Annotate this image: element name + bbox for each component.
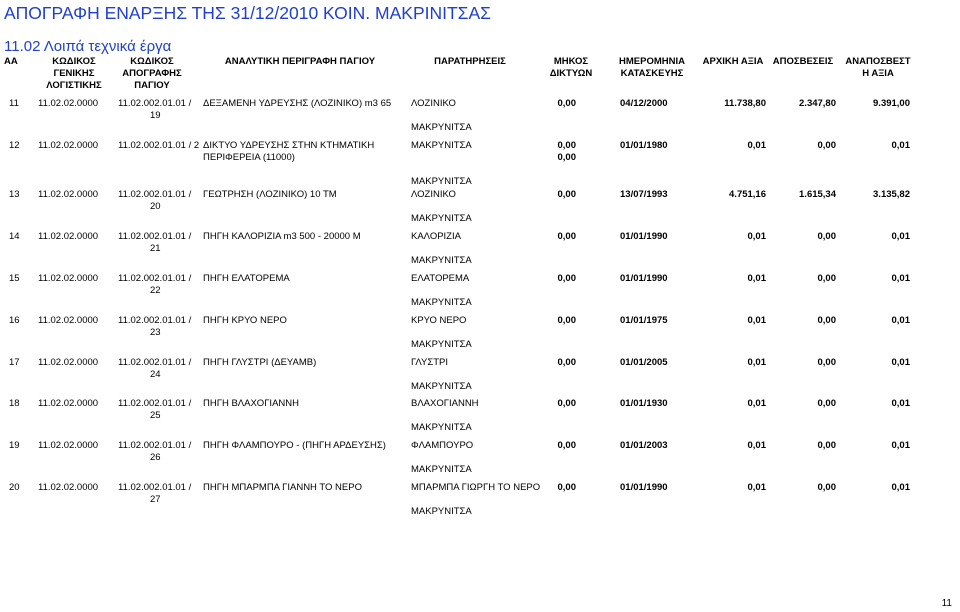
cell-kodikos-apografis: 11.02.002.01.01 / 27 [118,482,192,505]
cell-kodikos-apografis: 11.02.002.01.01 / 23 [118,315,192,338]
page-title: ΑΠΟΓΡΑΦΗ ΕΝΑΡΞΗΣ ΤΗΣ 31/12/2010 ΚΟΙΝ. ΜΑΚΡΙΝΙΤΣΑΣ [4,3,491,23]
cell-perigrafi: ΠΗΓΗ ΚΡΥΟ ΝΕΡΟ [203,315,287,326]
header-anaposbesti: ΑΝΑΠΟΣΒΕΣΤ Η ΑΞΙΑ [845,56,911,79]
cell-mikos: 0,00 [557,440,576,451]
cell-imerominia: 13/07/1993 [620,189,668,200]
cell-anaposbesti: 0,01 [891,440,910,451]
cell-perigrafi: ΠΗΓΗ ΜΠΑΡΜΠΑ ΓΙΑΝΝΗ ΤΟ ΝΕΡΟ [203,482,362,493]
header-paratiriseis: ΠΑΡΑΤΗΡΗΣΕΙΣ [434,56,506,67]
cell-perigrafi: ΠΗΓΗ ΚΑΛΟΡΙΖΙΑ m3 500 - 20000 Μ [203,231,361,242]
cell-imerominia: 01/01/2005 [620,357,668,368]
cell-anaposbesti: 0,01 [891,140,910,151]
table-row [0,98,960,140]
cell-mikos: 0,00 [557,315,576,326]
cell-arxiki-axia: 0,01 [747,315,766,326]
cell-arxiki-axia: 0,01 [747,357,766,368]
cell-kodikos-genikis: 11.02.02.0000 [38,231,99,242]
header-aposbeseis: ΑΠΟΣΒΕΣΕΙΣ [772,56,834,67]
cell-mikos: 0,00 [557,482,576,493]
cell-imerominia: 01/01/1975 [620,315,668,326]
cell-paratiriseis: ΕΛΑΤΟΡΕΜΑ ΜΑΚΡΥΝΙΤΣΑ [411,273,472,308]
cell-imerominia: 01/01/1990 [620,482,668,493]
cell-anaposbesti: 0,01 [891,398,910,409]
cell-aa: 14 [9,231,20,242]
cell-perigrafi: ΠΗΓΗ ΒΛΑΧΟΓΙΑΝΝΗ [203,398,299,409]
cell-aposbeseis: 2.347,80 [799,98,836,109]
cell-imerominia: 01/01/1930 [620,398,668,409]
cell-kodikos-genikis: 11.02.02.0000 [38,140,99,151]
cell-kodikos-genikis: 11.02.02.0000 [38,440,99,451]
cell-perigrafi: ΠΗΓΗ ΦΛΑΜΠΟΥΡΟ - (ΠΗΓΗ ΑΡΔΕΥΣΗΣ) [203,440,386,451]
cell-anaposbesti: 0,01 [891,231,910,242]
cell-imerominia: 01/01/1980 [620,140,668,151]
cell-arxiki-axia: 0,01 [747,273,766,284]
cell-mikos: 0,00 [557,357,576,368]
cell-aposbeseis: 0,00 [817,315,836,326]
page-number: 11 [941,598,952,609]
table-row [0,398,960,440]
cell-kodikos-genikis: 11.02.02.0000 [38,482,99,493]
cell-aposbeseis: 0,00 [817,231,836,242]
cell-paratiriseis: ΚΑΛΟΡΙΖΙΑ ΜΑΚΡΥΝΙΤΣΑ [411,231,472,266]
cell-aa: 16 [9,315,20,326]
cell-arxiki-axia: 0,01 [747,398,766,409]
table-row [0,231,960,273]
cell-arxiki-axia: 0,01 [747,140,766,151]
cell-anaposbesti: 3.135,82 [873,189,910,200]
table-row [0,189,960,231]
cell-aposbeseis: 0,00 [817,273,836,284]
cell-kodikos-apografis: 11.02.002.01.01 / 24 [118,357,192,380]
cell-arxiki-axia: 4.751,16 [729,189,766,200]
cell-mikos: 0,00 [557,398,576,409]
cell-aa: 12 [9,140,20,151]
cell-imerominia: 01/01/1990 [620,231,668,242]
cell-aposbeseis: 0,00 [817,398,836,409]
cell-aa: 13 [9,189,20,200]
cell-perigrafi: ΓΕΩΤΡΗΣΗ (ΛΟΖΙΝΙΚΟ) 10 ΤΜ [203,189,337,200]
header-kodikos-apografis: ΚΩΔΙΚΟΣ ΑΠΟΓΡΑΦΗΣ ΠΑΓΙΟΥ [122,56,182,91]
cell-perigrafi: ΠΗΓΗ ΕΛΑΤΟΡΕΜΑ [203,273,290,284]
cell-imerominia: 01/01/2003 [620,440,668,451]
table-row [0,273,960,315]
cell-aa: 11 [9,98,19,109]
cell-perigrafi: ΔΕΞΑΜΕΝΗ ΥΔΡΕΥΣΗΣ (ΛΟΖΙΝΙΚΟ) m3 65 [203,98,392,109]
cell-mikos: 0,00 [557,98,576,109]
cell-paratiriseis: ΛΟΖΙΝΙΚΟ ΜΑΚΡΥΝΙΤΣΑ [411,98,472,133]
cell-anaposbesti: 0,01 [891,315,910,326]
cell-kodikos-apografis: 11.02.002.01.01 / 20 [118,189,192,212]
cell-kodikos-apografis: 11.02.002.01.01 / 21 [118,231,192,254]
cell-paratiriseis: ΚΡΥΟ ΝΕΡΟ ΜΑΚΡΥΝΙΤΣΑ [411,315,472,350]
cell-kodikos-apografis: 11.02.002.01.01 / 25 [118,398,192,421]
section-title: 11.02 Λοιπά τεχνικά έργα [4,38,172,55]
cell-mikos: 0,00 0,00 [557,140,576,163]
table-row [0,315,960,357]
cell-kodikos-apografis: 11.02.002.01.01 / 19 [118,98,192,121]
header-imerominia: ΗΜΕΡΟΜΗΝΙΑ ΚΑΤΑΣΚΕΥΗΣ [619,56,685,79]
cell-arxiki-axia: 11.738,80 [724,98,766,109]
cell-perigrafi: ΔΙΚΤΥΟ ΥΔΡΕΥΣΗΣ ΣΤΗΝ ΚΤΗΜΑΤΙΚΗ ΠΕΡΙΦΕΡΕΙΑ (11000) [203,140,375,163]
cell-kodikos-apografis: 11.02.002.01.01 / 2 [118,140,200,151]
cell-kodikos-apografis: 11.02.002.01.01 / 26 [118,440,192,463]
cell-arxiki-axia: 0,01 [747,440,766,451]
cell-mikos: 0,00 [557,231,576,242]
header-kodikos-genikis: ΚΩΔΙΚΟΣ ΓΕΝΙΚΗΣ ΛΟΓΙΣΤΙΚΗΣ [46,56,102,91]
header-aa: ΑΑ [4,56,18,67]
cell-mikos: 0,00 [557,189,576,200]
cell-anaposbesti: 0,01 [891,482,910,493]
cell-kodikos-genikis: 11.02.02.0000 [38,189,99,200]
cell-aa: 15 [9,273,20,284]
cell-anaposbesti: 0,01 [891,357,910,368]
cell-mikos: 0,00 [557,273,576,284]
cell-paratiriseis: ΦΛΑΜΠΟΥΡΟ ΜΑΚΡΥΝΙΤΣΑ [411,440,474,475]
cell-anaposbesti: 0,01 [891,273,910,284]
table-row [0,357,960,399]
table-row [0,140,960,187]
cell-aposbeseis: 0,00 [817,440,836,451]
header-arxiki-axia: ΑΡΧΙΚΗ ΑΞΙΑ [702,56,764,67]
cell-aa: 18 [9,398,20,409]
cell-kodikos-genikis: 11.02.02.0000 [38,357,99,368]
cell-anaposbesti: 9.391,00 [873,98,910,109]
cell-aposbeseis: 1.615,34 [799,189,836,200]
table-row [0,440,960,482]
cell-aposbeseis: 0,00 [817,357,836,368]
cell-imerominia: 04/12/2000 [620,98,668,109]
cell-aa: 19 [9,440,20,451]
cell-paratiriseis: ΛΟΖΙΝΙΚΟ ΜΑΚΡΥΝΙΤΣΑ [411,189,472,224]
table-row [0,482,960,524]
cell-arxiki-axia: 0,01 [747,482,766,493]
cell-kodikos-genikis: 11.02.02.0000 [38,273,99,284]
cell-paratiriseis: ΜΑΚΡΥΝΙΤΣΑ ΜΑΚΡΥΝΙΤΣΑ [411,140,472,187]
cell-arxiki-axia: 0,01 [747,231,766,242]
header-mikos: ΜΗΚΟΣ ΔΙΚΤΥΩΝ [549,56,593,79]
cell-kodikos-apografis: 11.02.002.01.01 / 22 [118,273,192,296]
cell-perigrafi: ΠΗΓΗ ΓΛΥΣΤΡΙ (ΔΕΥΑΜΒ) [203,357,317,368]
cell-aa: 17 [9,357,20,368]
cell-paratiriseis: ΓΛΥΣΤΡΙ ΜΑΚΡΥΝΙΤΣΑ [411,357,472,392]
cell-aposbeseis: 0,00 [817,482,836,493]
cell-kodikos-genikis: 11.02.02.0000 [38,398,99,409]
cell-paratiriseis: ΒΛΑΧΟΓΙΑΝΝΗ ΜΑΚΡΥΝΙΤΣΑ [411,398,479,433]
cell-kodikos-genikis: 11.02.02.0000 [38,98,99,109]
cell-imerominia: 01/01/1990 [620,273,668,284]
cell-aposbeseis: 0,00 [817,140,836,151]
cell-kodikos-genikis: 11.02.02.0000 [38,315,99,326]
cell-paratiriseis: ΜΠΑΡΜΠΑ ΓΙΩΡΓΗ ΤΟ ΝΕΡΟ ΜΑΚΡΥΝΙΤΣΑ [411,482,541,517]
cell-aa: 20 [9,482,20,493]
header-perigrafi: ΑΝΑΛΥΤΙΚΗ ΠΕΡΙΓΡΑΦΗ ΠΑΓΙΟΥ [224,56,376,67]
